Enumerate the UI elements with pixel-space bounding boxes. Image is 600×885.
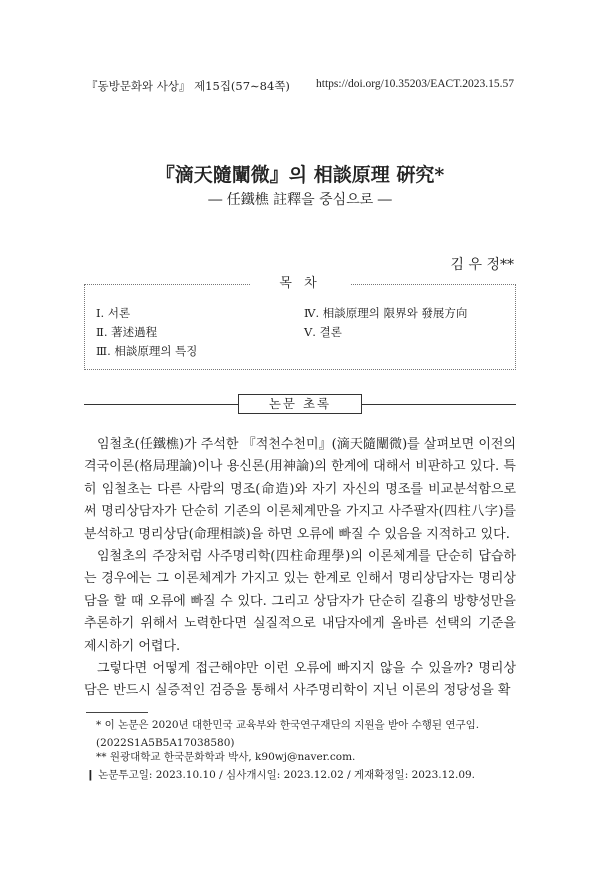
toc-item: Ⅱ. 著述過程 [96, 325, 158, 339]
footnote-affiliation: ** 원광대학교 한국문화학과 박사, k90wj@naver.com. [96, 751, 356, 763]
paper-subtitle: ― 任鐵樵 註釋을 중심으로 ― [208, 192, 392, 208]
abstract-paragraph: 임철초(任鐵樵)가 주석한 『적천수천미』(滴天隨闡微)를 살펴보면 이전의 격국이론(格局理論)이나 용신론(用神論)의 한계에 대해서 비판하고 있다. 특히 임철초는 다른 사람의 명조(命造)와 자기 자신의 명조를 비교분석함으로써 명리상담자가 단순히 기존의 이론체계만을 가지고 사주팔자(四柱八字)를 분석하고 명리상담(命理相談)을 하면 오류에 빠질 수 있음을 지적하고 있다. [84, 437, 516, 542]
abstract-paragraph: 그렇다면 어떻게 접근해야만 이런 오류에 빠지지 않을 수 있을까? 명리상담은 반드시 실증적인 검증을 통해서 사주명리학이 지닌 이론의 정당성을 확 [84, 661, 516, 699]
footnote-rule [86, 712, 148, 713]
abstract-heading: 논문 초록 [238, 394, 362, 414]
paper-title: 『滴天隨闡微』의 相談原理 硏究* [155, 164, 445, 186]
journal-info: 『동방문화와 사상』 제15집(57∼84쪽) [86, 79, 290, 93]
toc-item: Ⅰ. 서론 [96, 306, 131, 320]
author-name: 김 우 정** [450, 257, 514, 273]
toc-item: Ⅳ. 相談原理의 限界와 發展方向 [304, 306, 468, 320]
toc-item: Ⅲ. 相談原理의 특징 [96, 344, 198, 358]
footnote-dates: ❙ 논문투고일: 2023.10.10 / 심사개시일: 2023.12.02 / 게재확정일: 2023.12.09. [86, 769, 476, 781]
abstract-body [84, 434, 516, 703]
toc-item: Ⅴ. 결론 [304, 325, 342, 339]
abstract-paragraph: 임철초의 주장처럼 사주명리학(四柱命理學)의 이론체계를 단순히 답습하는 경우에는 그 이론체계가 가지고 있는 한계로 인해서 명리상담자는 명리상담을 할 때 오류에 빠질 수 있다. 그리고 상담자가 단순히 길흉의 방향성만을 추론하기 위해서 노력한다면 실질적으로 내담자에게 올바른 선택의 기준을 제시하기 어렵다. [84, 549, 516, 654]
toc-heading: 목 차 [250, 272, 350, 291]
doi-link[interactable]: https://doi.org/10.35203/EACT.2023.15.57 [316, 78, 514, 90]
footnote-funding: * 이 논문은 2020년 대한민국 교육부와 한국연구재단의 지원을 받아 수행된 연구임.(2022S1A5B5A17038580) [96, 719, 480, 749]
